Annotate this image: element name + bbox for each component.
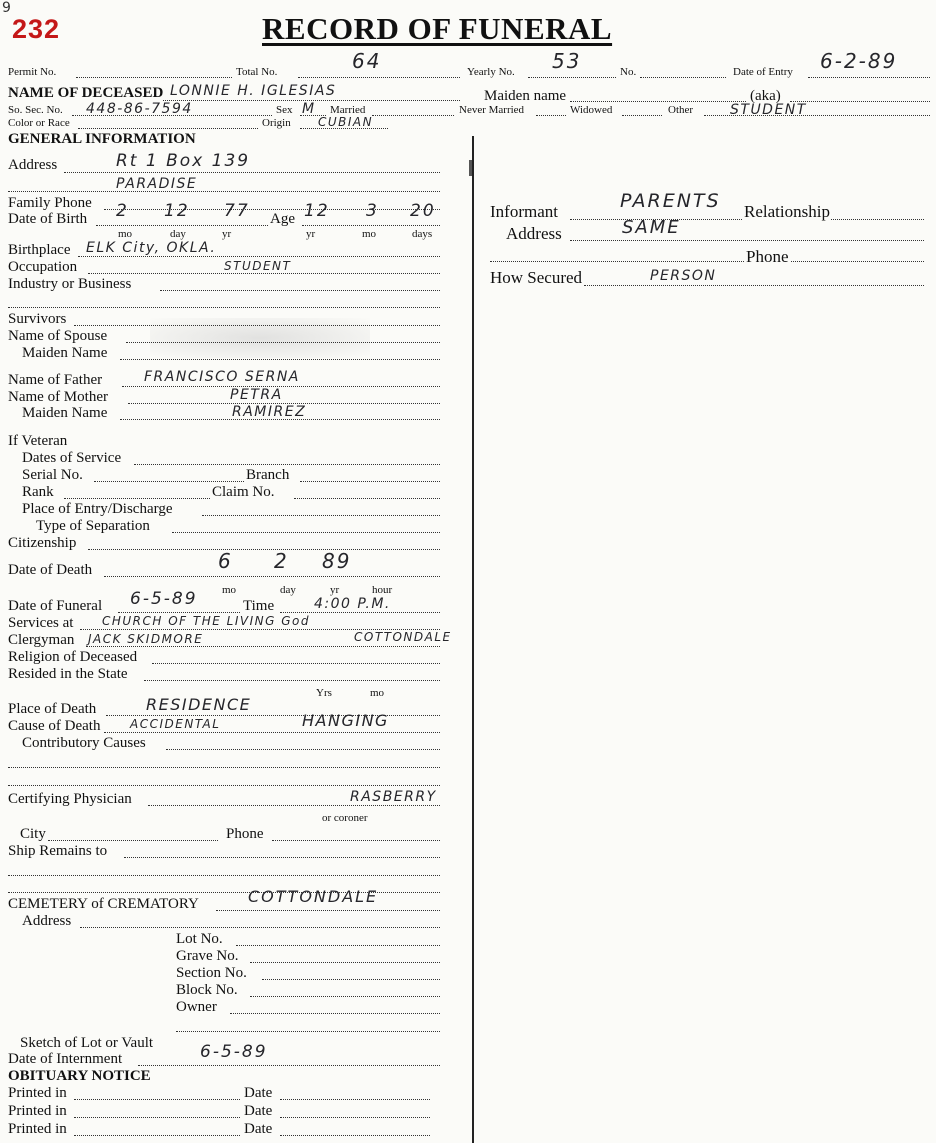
occupation-label: Occupation xyxy=(8,259,78,275)
dob-mo: 2 xyxy=(116,201,129,221)
industry-field[interactable] xyxy=(160,290,440,291)
no-field[interactable] xyxy=(640,77,726,78)
yearly-no-label: Yearly No. xyxy=(467,66,515,78)
clergy-place-value: COTTONDALE xyxy=(354,630,452,644)
address-line2: PARADISE xyxy=(116,176,198,192)
cause-value-1: ACCIDENTAL xyxy=(130,717,221,731)
mother-maiden-label: Maiden Name xyxy=(22,405,108,421)
address-label: Address xyxy=(8,157,58,173)
phone-label: Phone xyxy=(226,826,264,842)
lot-label: Lot No. xyxy=(176,931,223,947)
grave-label: Grave No. xyxy=(176,948,239,964)
dod-field[interactable] xyxy=(104,576,440,577)
dob-field[interactable] xyxy=(96,225,268,226)
dob-unit-yr: yr xyxy=(222,228,232,240)
sketch-label: Sketch of Lot or Vault xyxy=(20,1035,154,1051)
birthplace-value: ELK City, OKLA. xyxy=(86,240,217,256)
printed-in-label-1: Printed in xyxy=(8,1085,67,1101)
cause-label: Cause of Death xyxy=(8,718,101,734)
date-of-entry-value: 6-2-89 xyxy=(820,49,898,73)
cemetery-label: CEMETERY of CREMATORY xyxy=(8,896,199,912)
widowed-field[interactable] xyxy=(622,115,662,116)
date-field-2[interactable] xyxy=(280,1117,430,1118)
never-married-label: Never Married xyxy=(459,104,525,116)
dates-service-field[interactable] xyxy=(134,464,440,465)
place-entry-field[interactable] xyxy=(202,515,440,516)
informant-address-label: Address xyxy=(506,224,562,243)
rank-field[interactable] xyxy=(64,498,210,499)
no-label: No. xyxy=(620,66,637,78)
page-title: RECORD OF FUNERAL xyxy=(262,11,613,46)
internment-label: Date of Internment xyxy=(8,1051,123,1067)
occupation-value: STUDENT xyxy=(224,259,292,273)
redaction-smudge xyxy=(150,318,370,358)
other-value: STUDENT xyxy=(730,102,807,118)
dob-label: Date of Birth xyxy=(8,211,88,227)
funeral-label: Date of Funeral xyxy=(8,598,103,614)
claim-field[interactable] xyxy=(294,498,440,499)
soc-sec-value: 448-86-7594 xyxy=(86,101,193,117)
age-unit-yr: yr xyxy=(306,228,316,240)
dob-yr: 77 xyxy=(224,201,250,221)
serial-field[interactable] xyxy=(94,481,244,482)
spouse-field[interactable] xyxy=(126,342,440,343)
never-married-field[interactable] xyxy=(536,115,566,116)
cemetery-field[interactable] xyxy=(216,910,440,911)
date-label-1: Date xyxy=(244,1085,273,1101)
spouse-maiden-label: Maiden Name xyxy=(22,345,108,361)
resided-unit-yrs: Yrs xyxy=(316,687,332,699)
age-unit-days: days xyxy=(412,228,433,240)
physician-field[interactable] xyxy=(148,805,440,806)
lot-field[interactable] xyxy=(236,945,440,946)
separation-field[interactable] xyxy=(172,532,440,533)
date-of-entry-field[interactable] xyxy=(808,77,930,78)
maiden-name-field[interactable] xyxy=(570,101,746,102)
informant-address-field[interactable] xyxy=(570,240,924,241)
record-number: 232 xyxy=(12,14,61,44)
religion-label: Religion of Deceased xyxy=(8,649,138,665)
dob-unit-mo: mo xyxy=(118,228,133,240)
place-entry-label: Place of Entry/Discharge xyxy=(22,501,173,517)
internment-field[interactable] xyxy=(138,1065,440,1066)
cem-address-label: Address xyxy=(22,913,72,929)
contributory-line3-field[interactable] xyxy=(8,785,440,786)
printed-in-label-3: Printed in xyxy=(8,1121,67,1137)
widowed-label: Widowed xyxy=(570,104,613,116)
separation-label: Type of Separation xyxy=(36,518,150,534)
time-value: 4:00 P.M. xyxy=(314,596,391,612)
informant-label: Informant xyxy=(490,202,558,221)
physician-value: RASBERRY xyxy=(350,789,437,805)
block-label: Block No. xyxy=(176,982,238,998)
religion-field[interactable] xyxy=(152,663,440,664)
birthplace-field[interactable] xyxy=(78,256,440,257)
dob-day: 12 xyxy=(164,201,190,221)
informant-phone-label: Phone xyxy=(746,247,789,266)
color-race-label: Color or Race xyxy=(8,117,70,129)
age-mo: 3 xyxy=(366,201,379,221)
address-field[interactable] xyxy=(64,172,440,173)
ship-field[interactable] xyxy=(124,857,440,858)
citizenship-field[interactable] xyxy=(88,549,440,550)
contributory-line2-field[interactable] xyxy=(8,767,440,768)
printed-in-field-2[interactable] xyxy=(74,1117,240,1118)
owner-label: Owner xyxy=(176,999,217,1015)
soc-sec-label: So. Sec. No. xyxy=(8,104,63,116)
place-death-value: RESIDENCE xyxy=(146,695,252,714)
spouse-maiden-field[interactable] xyxy=(120,359,440,360)
dob-unit-day: day xyxy=(170,228,186,240)
married-field[interactable] xyxy=(372,115,454,116)
aka-field[interactable] xyxy=(790,101,930,102)
column-divider xyxy=(472,136,474,1143)
block-field[interactable] xyxy=(250,996,440,997)
internment-value: 6-5-89 xyxy=(200,1042,268,1062)
father-label: Name of Father xyxy=(8,372,103,388)
obituary-heading: OBITUARY NOTICE xyxy=(8,1068,151,1084)
address-line2-field[interactable] xyxy=(8,191,440,192)
cemetery-value: COTTONDALE xyxy=(248,887,379,906)
cause-field[interactable] xyxy=(104,732,440,733)
branch-label: Branch xyxy=(246,467,290,483)
claim-label: Claim No. xyxy=(212,484,275,500)
date-label-2: Date xyxy=(244,1103,273,1119)
resided-field[interactable] xyxy=(144,680,440,681)
clergyman-label: Clergyman xyxy=(8,632,75,648)
age-field[interactable] xyxy=(302,225,440,226)
date-label-3: Date xyxy=(244,1121,273,1137)
family-phone-label: Family Phone xyxy=(8,195,92,211)
origin-label: Origin xyxy=(262,117,291,129)
survivors-label: Survivors xyxy=(8,311,67,327)
rank-label: Rank xyxy=(22,484,54,500)
how-secured-field[interactable] xyxy=(584,285,924,286)
age-label: Age xyxy=(270,211,295,227)
dod-label: Date of Death xyxy=(8,562,93,578)
contributory-field[interactable] xyxy=(166,749,440,750)
name-of-deceased-value: LONNIE H. IGLESIAS xyxy=(170,83,337,99)
ship-label: Ship Remains to xyxy=(8,843,108,859)
spouse-label: Name of Spouse xyxy=(8,328,108,344)
section-no-label: Section No. xyxy=(176,965,247,981)
address-line1: Rt 1 Box 139 xyxy=(116,151,251,171)
survivors-field[interactable] xyxy=(74,325,440,326)
physician-label: Certifying Physician xyxy=(8,791,132,807)
date-field-3[interactable] xyxy=(280,1135,430,1136)
services-value: CHURCH OF THE LIVING God xyxy=(102,614,310,628)
grave-field[interactable] xyxy=(250,962,440,963)
funeral-unit-day: day xyxy=(280,584,296,596)
corner-note: 9 xyxy=(2,0,11,16)
total-no-label: Total No. xyxy=(236,66,278,78)
dod-yr: 89 xyxy=(322,549,352,573)
how-secured-value: PERSON xyxy=(650,268,717,284)
cause-value-2: HANGING xyxy=(302,711,389,730)
place-death-label: Place of Death xyxy=(8,701,97,717)
mother-label: Name of Mother xyxy=(8,389,108,405)
how-secured-label: How Secured xyxy=(490,268,583,287)
informant-value: PARENTS xyxy=(620,190,721,212)
married-label: Married xyxy=(330,104,366,116)
birthplace-label: Birthplace xyxy=(8,242,71,258)
age-days: 20 xyxy=(410,201,436,221)
yearly-no-field[interactable] xyxy=(528,77,616,78)
veteran-label: If Veteran xyxy=(8,433,68,449)
sex-label: Sex xyxy=(276,104,293,116)
city-field[interactable] xyxy=(48,840,218,841)
sex-value: M xyxy=(302,101,316,117)
cem-address-field[interactable] xyxy=(80,927,440,928)
services-label: Services at xyxy=(8,615,74,631)
date-of-entry-label: Date of Entry xyxy=(733,66,793,78)
name-of-deceased-label: NAME OF DECEASED xyxy=(8,85,164,101)
informant-address-line2-field[interactable] xyxy=(490,261,924,262)
clergyman-value: JACK SKIDMORE xyxy=(88,632,204,646)
dod-mo: 6 xyxy=(218,549,233,573)
dates-service-label: Dates of Service xyxy=(22,450,122,466)
informant-address-value: SAME xyxy=(622,217,681,238)
time-label: Time xyxy=(243,598,275,614)
divider-tick xyxy=(469,160,472,176)
funeral-value: 6-5-89 xyxy=(130,589,198,609)
yearly-no-value: 53 xyxy=(552,49,582,73)
aka-label: (aka) xyxy=(750,88,781,104)
printed-in-label-2: Printed in xyxy=(8,1103,67,1119)
date-field-1[interactable] xyxy=(280,1099,430,1100)
maiden-name-label: Maiden name xyxy=(484,88,567,104)
industry-label: Industry or Business xyxy=(8,276,132,292)
owner-line2-field[interactable] xyxy=(176,1031,440,1032)
age-unit-mo: mo xyxy=(362,228,377,240)
printed-in-field-1[interactable] xyxy=(74,1099,240,1100)
origin-value: CUBIAN xyxy=(318,115,374,129)
printed-in-field-3[interactable] xyxy=(74,1135,240,1136)
funeral-unit-yr: yr xyxy=(330,584,340,596)
general-information-heading: GENERAL INFORMATION xyxy=(8,131,196,147)
color-race-field[interactable] xyxy=(78,128,258,129)
resided-label: Resided in the State xyxy=(8,666,128,682)
owner-field[interactable] xyxy=(230,1013,440,1014)
funeral-unit-mo: mo xyxy=(222,584,237,596)
dod-day: 2 xyxy=(274,549,289,573)
mother-maiden-value: RAMIREZ xyxy=(232,404,307,420)
phone-field[interactable] xyxy=(272,840,440,841)
citizenship-label: Citizenship xyxy=(8,535,77,551)
age-yr: 12 xyxy=(304,201,330,221)
contributory-label: Contributory Causes xyxy=(22,735,146,751)
serial-label: Serial No. xyxy=(22,467,83,483)
relationship-label: Relationship xyxy=(744,202,830,221)
total-no-value: 64 xyxy=(352,49,382,73)
section-no-field[interactable] xyxy=(262,979,440,980)
resided-unit-mo: mo xyxy=(370,687,385,699)
funeral-unit-hour: hour xyxy=(372,584,393,596)
city-label: City xyxy=(20,826,46,842)
ship-line2-field[interactable] xyxy=(8,875,440,876)
total-no-field[interactable] xyxy=(298,77,460,78)
mother-value: PETRA xyxy=(230,387,283,403)
family-phone-field[interactable] xyxy=(104,209,440,210)
permit-no-field[interactable] xyxy=(76,77,232,78)
branch-field[interactable] xyxy=(300,481,440,482)
coroner-label: or coroner xyxy=(322,812,368,824)
father-value: FRANCISCO SERNA xyxy=(144,369,300,385)
other-label: Other xyxy=(668,104,694,116)
permit-no-label: Permit No. xyxy=(8,66,57,78)
industry-line2-field[interactable] xyxy=(8,307,440,308)
